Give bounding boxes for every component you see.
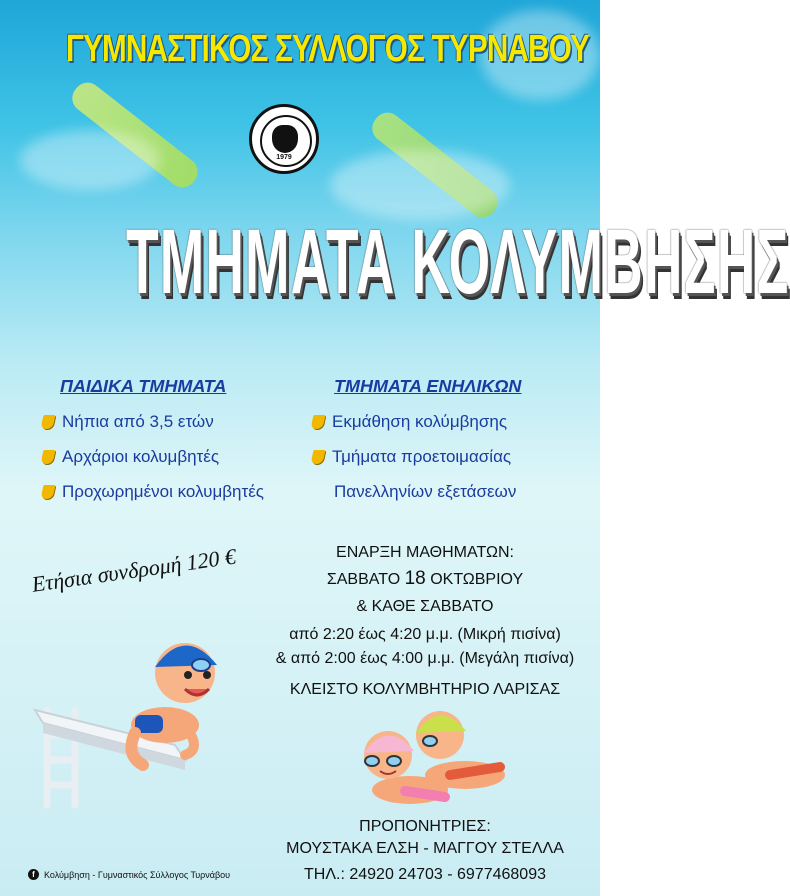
water-splash <box>20 130 160 190</box>
coaches-label: ΠΡΟΠΟΝΗΤΡΙΕΣ: <box>359 818 491 835</box>
club-logo <box>249 104 319 174</box>
list-item-label: Νήπια από 3,5 ετών <box>62 412 214 431</box>
list-item-label: Προχωρημένοι κολυμβητές <box>62 482 264 501</box>
venue: ΚΛΕΙΣΤΟ ΚΟΛΥΜΒΗΤΗΡΙΟ ΛΑΡΙΣΑΣ <box>289 681 561 698</box>
children-section <box>42 376 264 502</box>
bullet-icon <box>41 415 56 429</box>
list-item <box>312 447 521 467</box>
bullet-icon <box>41 450 56 464</box>
list-item <box>42 412 264 432</box>
adults-heading: ΤΜΗΜΑΤΑ ΕΝΗΛΙΚΩΝ <box>334 376 522 396</box>
adults-section <box>312 376 521 502</box>
list-item <box>42 482 264 502</box>
main-title: ΤΜΗΜΑΤΑ ΚΟΛΥΜΒΗΣΗΣ <box>126 211 790 313</box>
club-title: ΓΥΜΝΑΣΤΙΚΟΣ ΣΥΛΛΟΓΟΣ ΤΥΡΝΑΒΟΥ <box>66 28 590 70</box>
list-item <box>312 412 521 432</box>
list-item-continuation: Πανελληνίων εξετάσεων <box>334 482 517 501</box>
bullet-icon <box>311 415 326 429</box>
footer <box>28 869 230 880</box>
coaches-names: ΜΟΥΣΤΑΚΑ ΕΛΣΗ - ΜΑΓΓΟΥ ΣΤΕΛΛΑ <box>286 840 564 857</box>
time-big-pool: & από 2:00 έως 4:00 μ.μ. (Μεγάλη πισίνα) <box>275 650 575 667</box>
bullet-icon <box>41 485 56 499</box>
recurrence: & ΚΑΘΕ ΣΑΒΒΑΤΟ <box>356 598 494 615</box>
club-emblem-icon <box>272 125 298 153</box>
start-label: ΕΝΑΡΞΗ ΜΑΘΗΜΑΤΩΝ: <box>336 544 514 561</box>
swimming-kids-illustration <box>350 705 520 815</box>
time-small-pool: από 2:20 έως 4:20 μ.μ. (Μικρή πισίνα) <box>289 626 561 643</box>
logo-year: 1979 <box>276 154 292 161</box>
start-date <box>265 568 585 590</box>
children-heading: ΠΑΙΔΙΚΑ ΤΜΗΜΑΤΑ <box>60 376 227 396</box>
bullet-icon <box>311 450 326 464</box>
footer-text: Κολύμβηση - Γυμναστικός Σύλλογος Τυρνάβου <box>44 869 231 880</box>
list-item <box>42 447 264 467</box>
coaches-phone: ΤΗΛ.: 24920 24703 - 6977468093 <box>304 866 546 883</box>
start-date-weekday: ΣΑΒΒΑΤΟ <box>326 571 405 588</box>
start-date-day: 18 <box>404 568 426 589</box>
annual-fee: Ετήσια συνδρομή 120 € <box>30 543 238 597</box>
boy-diving-illustration <box>25 615 245 815</box>
list-item-label: Τμήματα προετοιμασίας <box>332 447 512 466</box>
start-date-month: ΟΚΤΩΒΡΙΟΥ <box>425 571 524 588</box>
facebook-icon: f <box>28 869 39 880</box>
list-item-label: Εκμάθηση κολύμβησης <box>332 412 508 431</box>
list-item-label: Αρχάριοι κολυμβητές <box>62 447 220 466</box>
